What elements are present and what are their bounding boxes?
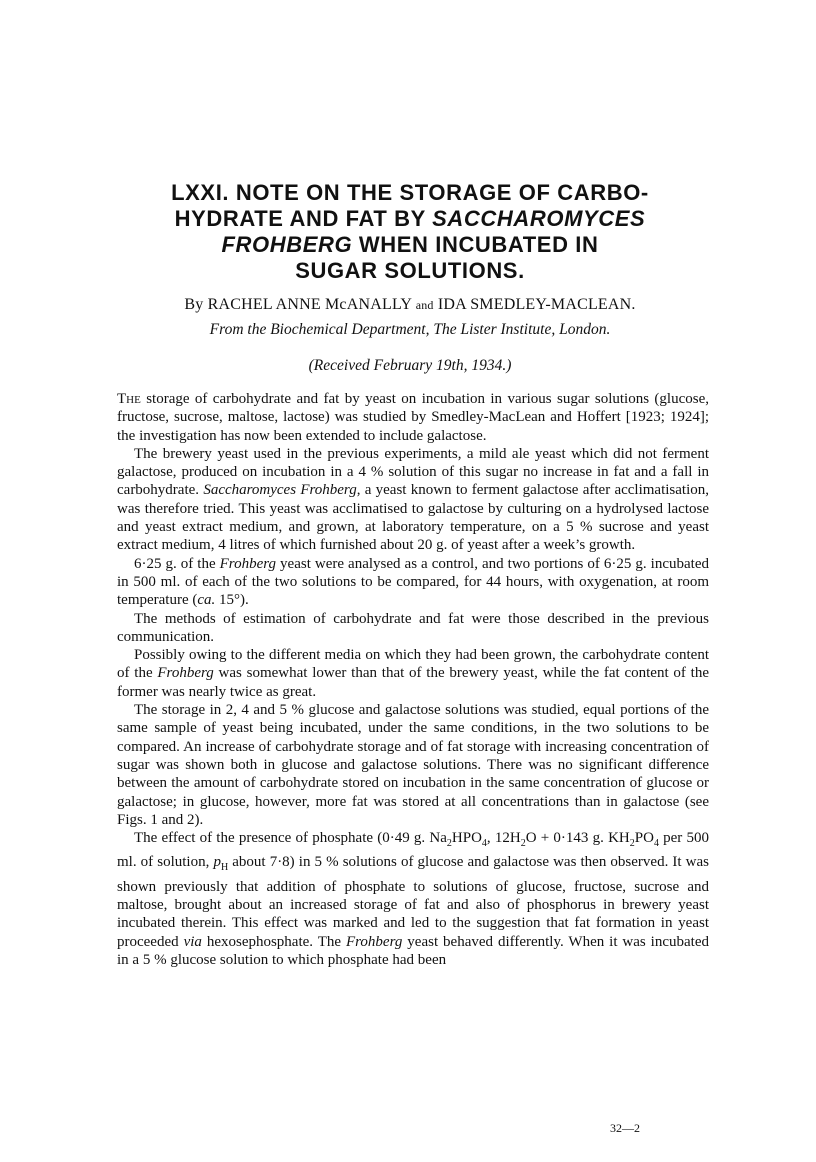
paragraph-6: The storage in 2, 4 and 5 % glucose and galactose solutions was studied, equal portions of the same sample of yeast being incubated, under the same conditions, in the two solutions to be compared. An increase of carbohydrate storage and of fat storage with increasing concentration of sugar was shown both in glucose and galactose solutions. There was no significant difference between the amount of carbohydrate stored on incubation in the same concentration of glucose or galactose; in glucose, however, more fat was stored at all concentrations than in galactose (see Figs. 1 and 2).: [117, 702, 709, 828]
paragraph-3: 6·25 g. of the Frohberg yeast were analysed as a control, and two portions of 6·25 g. incubated in 500 ml. of each of the two solutions to be compared, for 44 hours, with oxygenation, at room temperature (ca. 15°).: [117, 555, 709, 609]
received-date: (Received February 19th, 1934.): [308, 357, 512, 374]
title-line-3: FROHBERG WHEN INCUBATED IN: [221, 232, 599, 257]
title-line-2: HYDRATE AND FAT BY SACCHAROMYCES: [174, 206, 646, 231]
title-line-1: LXXI. NOTE ON THE STORAGE OF CARBO-: [171, 180, 649, 205]
article-title: [100, 180, 720, 284]
paragraph-5: Possibly owing to the different media on which they had been grown, the carbohydrate content of the Frohberg was somewhat lower than that of the brewery yeast, while the fat content of the former was nearly twice as great.: [117, 647, 709, 700]
title-line-4: SUGAR SOLUTIONS.: [295, 258, 525, 283]
paragraph-2: The brewery yeast used in the previous experiments, a mild ale yeast which did not ferment galactose, produced on incubation in a 4 % solution of this sugar no increase in fat and a fall in carbohydrate. Saccharomyces Frohberg, a yeast known to ferment galactose after acclimatisation, was therefore tried. This yeast was acclimatised to galactose by culturing on a hydrolysed lactose and yeast extract medium, and grown, at laboratory temperature, on a 5 % sucrose and yeast extract medium, 4 litres of which furnished about 20 g. of yeast after a week’s growth.: [117, 445, 709, 554]
paragraph-7: The effect of the presence of phosphate (0·49 g. $Na_2HPO_4$, $12H_2O + 0\cdot 143$ g. $KH_2PO_4$ per 500 ml. of solution, $p_H$ about 7·8) in 5 % solutions of glucose and galactose was then observed. It was shown previously that addition of phosphate to solutions of glucose, fructose, sucrose and maltose, brought about an increased storage of fat and also of phosphorus in brewery yeast incubated therein. This effect was marked and led to the suggestion that fat formation in yeast proceeded via hexosephosphate. The Frohberg yeast behaved differently. When it was incubated in a 5 % glucose solution to which phosphate had been: [117, 830, 710, 968]
paragraph-1: The storage of carbohydrate and fat by yeast on incubation in various sugar solutions (glucose, fructose, sucrose, maltose, lactose) was studied by Smedley-MacLean and Hoffert [1923; 1924]; the investigation has now been extended to include galactose.: [117, 391, 709, 444]
affiliation: From the Biochemical Department, The Lister Institute, London.: [209, 321, 611, 338]
page-number: 32—2: [610, 1121, 640, 1135]
paragraph-4: The methods of estimation of carbohydrate and fat were those described in the previous communication.: [117, 610, 709, 645]
article-body: [117, 390, 709, 969]
author-line: By RACHEL ANNE McANALLY and IDA SMEDLEY-MACLEAN.: [184, 296, 636, 313]
